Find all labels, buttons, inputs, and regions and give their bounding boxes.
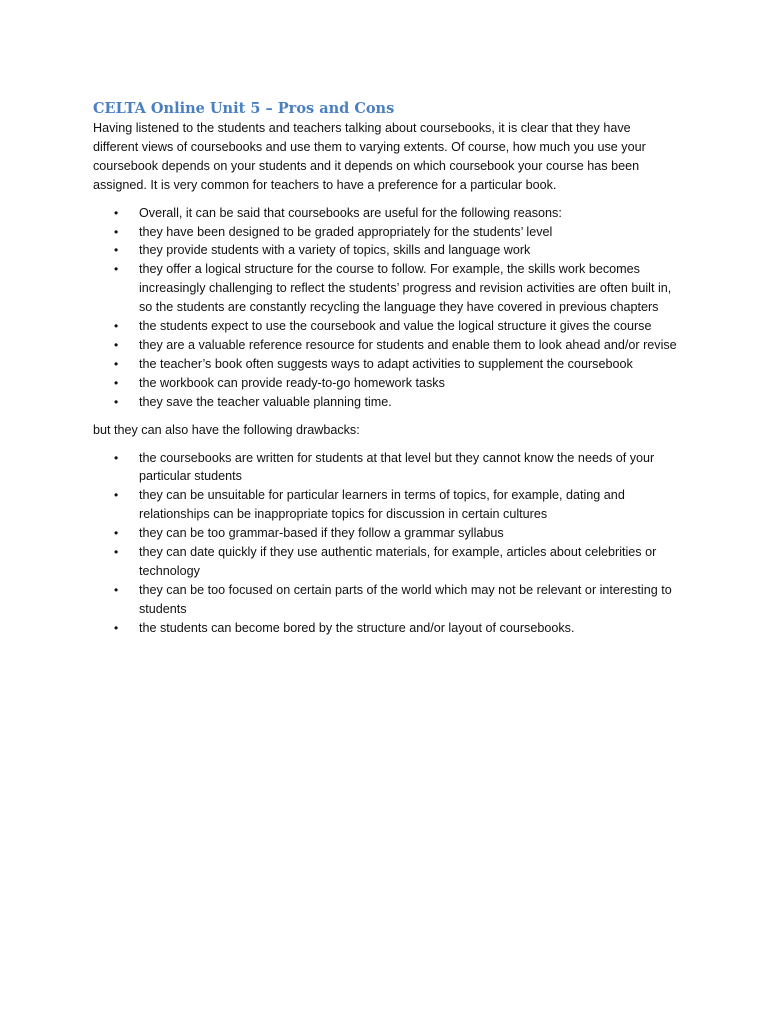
list-item: • they can be too focused on certain parts of the world which may not be relevant or interesting to students xyxy=(114,582,672,616)
drawbacks-intro: but they can also have the following drawbacks: xyxy=(93,422,360,437)
bullet-icon: • xyxy=(114,620,119,635)
bullet-icon: • xyxy=(114,243,119,258)
list-item: • they can date quickly if they use authentic materials, for example, articles about celebrities or technology xyxy=(114,545,657,578)
list-item: • the students can become bored by the structure and/or layout of coursebooks. xyxy=(139,619,678,638)
bullet-icon: • xyxy=(114,545,119,560)
bullet-icon: • xyxy=(114,319,119,334)
document-title: CELTA Online Unit 5 – Pros and Cons xyxy=(93,100,395,117)
bullet-icon: • xyxy=(114,394,119,409)
list-item: • they have been designed to be graded appropriately for the students’ level xyxy=(139,223,678,242)
list-item: • they offer a logical structure for the course to follow. For example, the skills work becomes increasingly challenging to reflect the students’ progress and revision activities are often built in, so the students are constantly recycling the language they have covered in previous chapters xyxy=(114,262,672,315)
cons-list xyxy=(93,449,678,638)
list-item: • the coursebooks are written for students at that level but they cannot know the needs of your particular students xyxy=(114,450,655,484)
bullet-icon: • xyxy=(114,337,119,352)
bullet-icon: • xyxy=(114,205,119,220)
bullet-icon: • xyxy=(114,224,119,239)
bullet-icon: • xyxy=(114,582,119,597)
intro-paragraph: Having listened to the students and teachers talking about coursebooks, it is clear that they have different views of coursebooks and use them to varying extents. Of course, how much you use your coursebook depends on your students and it depends on which coursebook your course has been assigned. It is very common for teachers to have a preference for a particular book. xyxy=(93,121,646,192)
list-item: • Overall, it can be said that coursebooks are useful for the following reasons: xyxy=(139,204,678,223)
bullet-icon: • xyxy=(114,526,119,541)
bullet-icon: • xyxy=(114,375,119,390)
bullet-icon: • xyxy=(114,262,119,277)
list-item: • they provide students with a variety of topics, skills and language work xyxy=(139,241,678,260)
bullet-icon: • xyxy=(114,450,119,465)
list-item: • they are a valuable reference resource for students and enable them to look ahead and/or revise xyxy=(139,336,678,355)
pros-list xyxy=(93,204,678,412)
list-item: • the students expect to use the coursebook and value the logical structure it gives the course xyxy=(139,317,678,336)
list-item: • they can be too grammar-based if they follow a grammar syllabus xyxy=(139,524,678,543)
document-page xyxy=(93,99,678,647)
list-item: • the teacher’s book often suggests ways to adapt activities to supplement the coursebook xyxy=(139,355,678,374)
list-item: • they save the teacher valuable planning time. xyxy=(139,393,678,412)
list-item: • the workbook can provide ready-to-go homework tasks xyxy=(139,374,678,393)
bullet-icon: • xyxy=(114,488,119,503)
bullet-icon: • xyxy=(114,356,119,371)
list-item: • they can be unsuitable for particular learners in terms of topics, for example, dating and relationships can be inappropriate topics for discussion in certain cultures xyxy=(114,488,625,522)
